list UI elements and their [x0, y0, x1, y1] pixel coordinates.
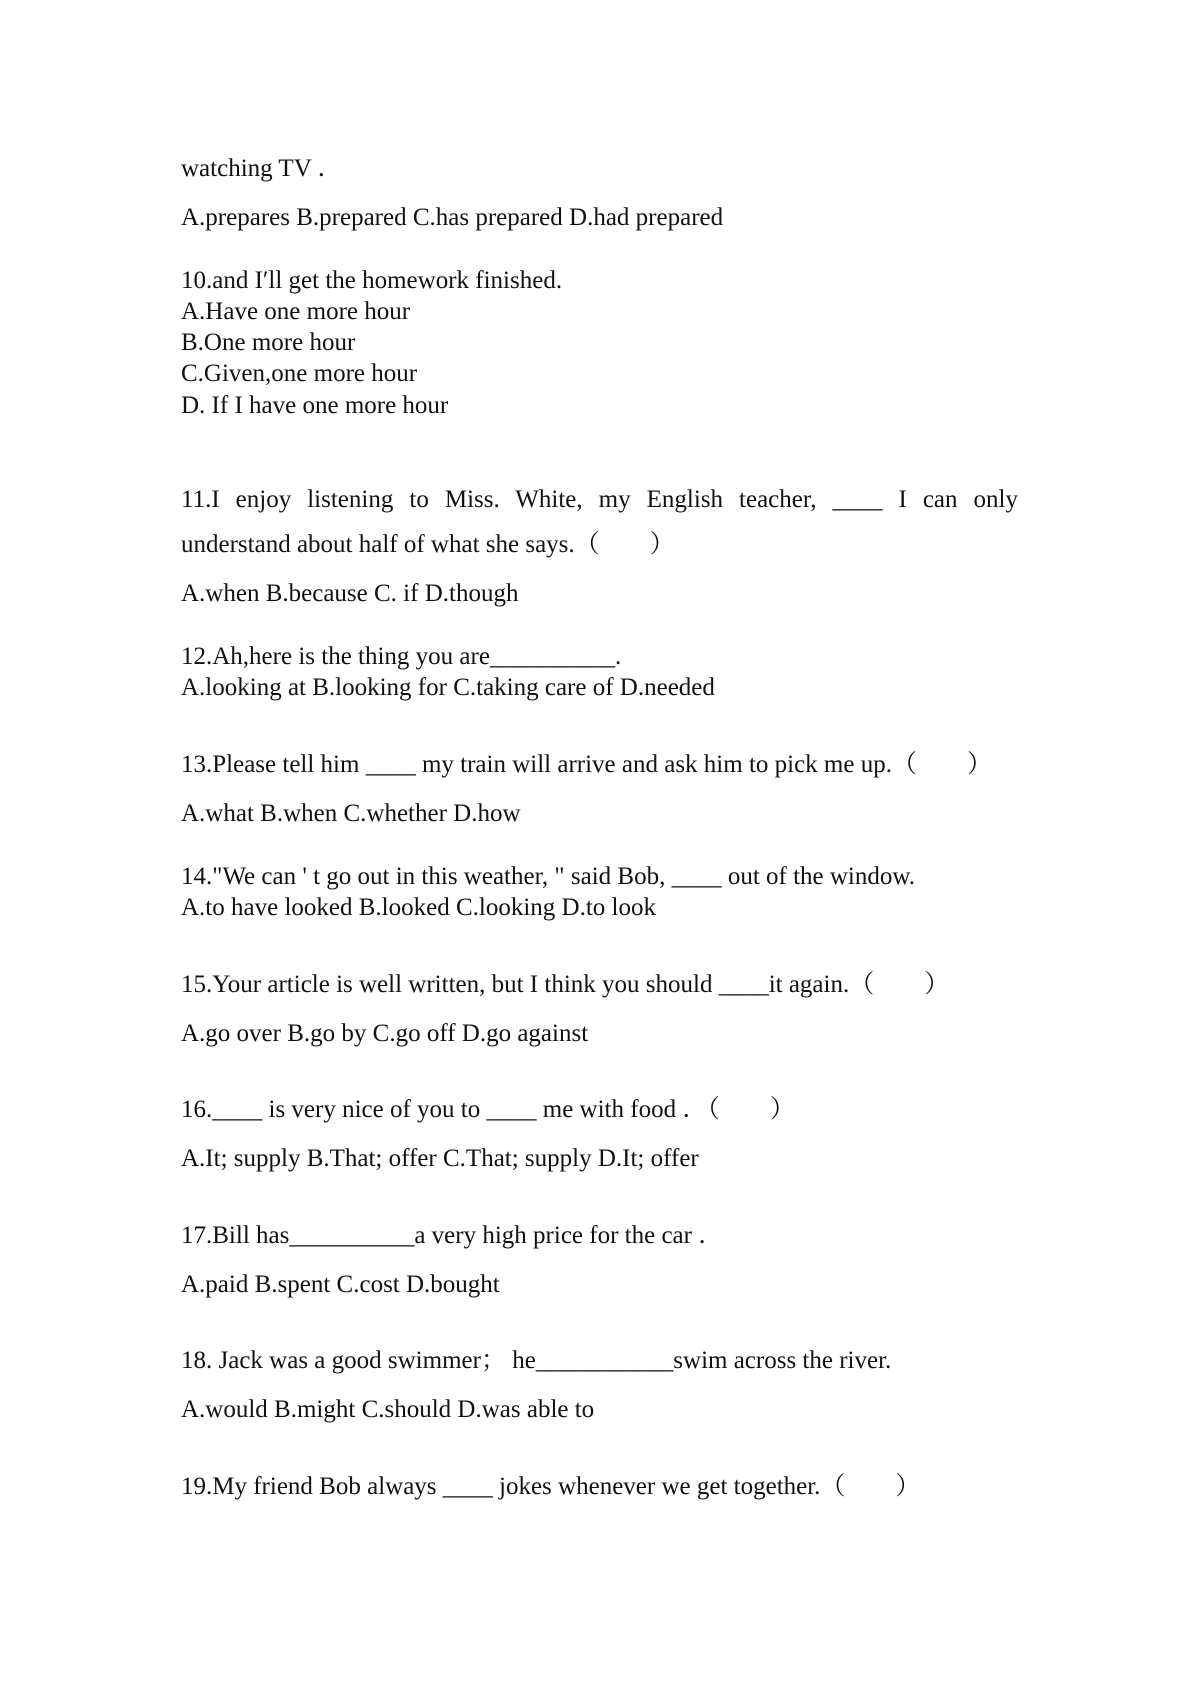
- question-10: 10.and I′ll get the homework finished.: [181, 267, 563, 294]
- option-line: A.go over B.go by C.go off D.go against: [181, 1020, 589, 1047]
- option-line: A.to have looked B.looked C.looking D.to look: [181, 894, 656, 921]
- question-15: 15.Your article is well written, but I think you should ____it again.（ ）: [181, 971, 950, 998]
- option-line: A.looking at B.looking for C.taking care of D.needed: [181, 674, 715, 701]
- text-line: watching TV ．: [181, 155, 343, 182]
- option-line: A.what B.when C.whether D.how: [181, 800, 521, 827]
- question-19: 19.My friend Bob always ____ jokes whenever we get together.（ ）: [181, 1473, 921, 1500]
- option-line: D. If I have one more hour: [181, 392, 449, 419]
- option-line: C.Given,one more hour: [181, 360, 418, 387]
- question-13: 13.Please tell him ____ my train will arrive and ask him to pick me up.（ ）: [181, 751, 992, 778]
- option-line: A.Have one more hour: [181, 298, 411, 325]
- option-line: B.One more hour: [181, 329, 356, 356]
- question-14: 14."We can ' t go out in this weather, " said Bob, ____ out of the window.: [181, 863, 916, 890]
- option-line: A.when B.because C. if D.though: [181, 580, 519, 607]
- option-line: A.It; supply B.That; offer C.That; supply D.It; offer: [181, 1145, 699, 1172]
- option-line: A.paid B.spent C.cost D.bought: [181, 1271, 500, 1298]
- question-11: 11.I enjoy listening to Miss. White, my English teacher, ____ I can only: [181, 486, 1018, 513]
- question-16: 16.____ is very nice of you to ____ me with food ．（ ）: [181, 1096, 795, 1123]
- text-line: understand about half of what she says.（ ）: [181, 531, 675, 558]
- question-17: 17.Bill has__________a very high price for the car ．: [181, 1222, 724, 1249]
- question-18: 18. Jack was a good swimmer； he___________swim across the river.: [181, 1347, 892, 1374]
- option-line: A.would B.might C.should D.was able to: [181, 1396, 595, 1423]
- question-12: 12.Ah,here is the thing you are__________.: [181, 643, 622, 670]
- text-line: A.prepares B.prepared C.has prepared D.had prepared: [181, 204, 724, 231]
